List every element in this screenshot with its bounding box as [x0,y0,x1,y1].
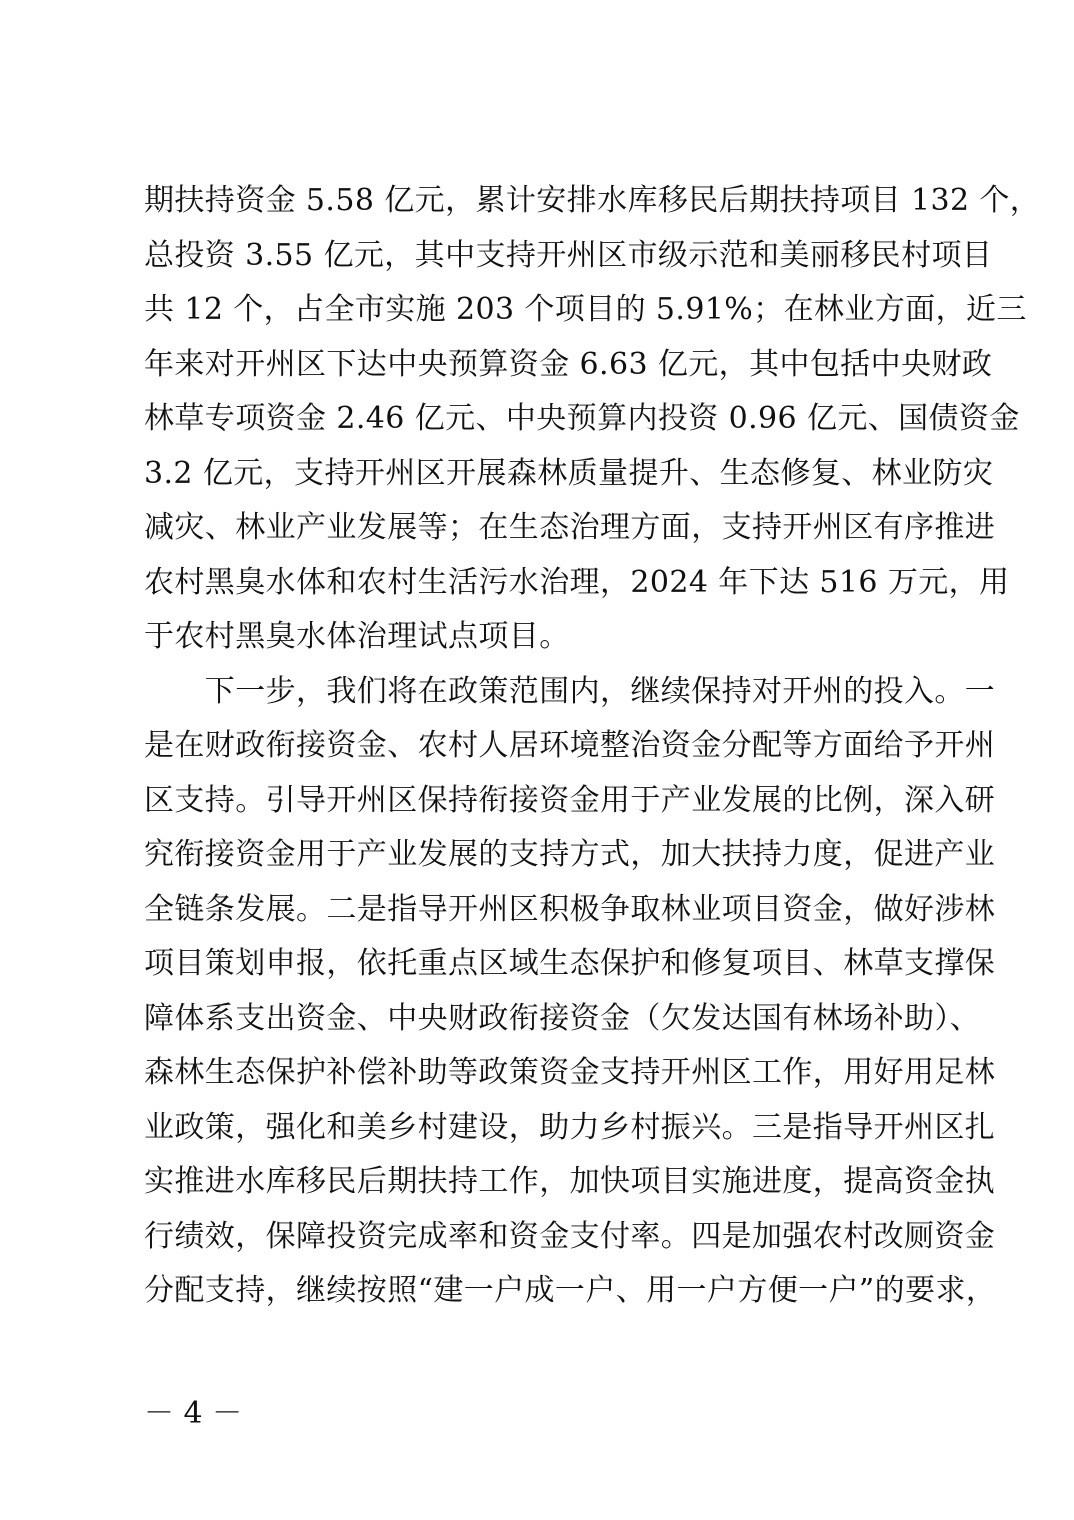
text-line: 是在财政衔接资金、农村人居环境整治资金分配等方面给予开州 [144,728,996,763]
text-line: 分配支持，继续按照“建一户成一户、用一户方便一户”的要求， [144,1273,997,1308]
text-line: 3.2 亿元，支持开州区开展森林质量提升、生态修复、林业防灾 [144,455,994,491]
text-line: 全链条发展。二是指导开州区积极争取林业项目资金，做好涉林 [144,891,996,927]
text-line: 共 12 个，占全市实施 203 个项目的 5.91%；在林业方面，近三 [144,292,1027,327]
text-line: 农村黑臭水体和农村生活污水治理，2024 年下达 516 万元，用 [144,564,1010,600]
text-line: 行绩效，保障投资完成率和资金支付率。四是加强农村改厕资金 [144,1218,996,1254]
text-line: 区支持。引导开州区保持衔接资金用于产业发展的比例，深入研 [144,782,996,818]
text-line: 项目策划申报，依托重点区域生态保护和修复项目、林草支撑保 [144,946,996,981]
text-line: 森林生态保护补偿补助等政策资金支持开州区工作，用好用足林 [144,1055,996,1090]
text-line: 究衔接资金用于产业发展的支持方式，加大扶持力度，促进产业 [144,837,996,872]
text-line: 减灾、林业产业发展等；在生态治理方面，支持开州区有序推进 [144,510,996,545]
body-text [144,174,1041,1319]
text-line: 林草专项资金 2.46 亿元、中央预算内投资 0.96 亿元、国债资金 [144,401,1020,436]
text-line: 期扶持资金 5.58 亿元，累计安排水库移民后期扶持项目 132 个， [144,183,1041,218]
text-line: 障体系支出资金、中央财政衔接资金（欠发达国有林场补助）、 [144,1000,981,1036]
text-line: 下一步，我们将在政策范围内，继续保持对开州的投入。一 [144,673,996,709]
text-line: 年来对开州区下达中央预算资金 6.63 亿元，其中包括中央财政 [144,346,993,382]
text-line: 于农村黑臭水体治理试点项目。 [144,619,570,654]
page-number: － 4 － [144,1396,243,1431]
text-line: 业政策，强化和美乡村建设，助力乡村振兴。三是指导开州区扎 [144,1109,996,1145]
text-line: 总投资 3.55 亿元，其中支持开州区市级示范和美丽移民村项目 [144,237,993,273]
text-line: 实推进水库移民后期扶持工作，加快项目实施进度，提高资金执 [144,1164,996,1199]
